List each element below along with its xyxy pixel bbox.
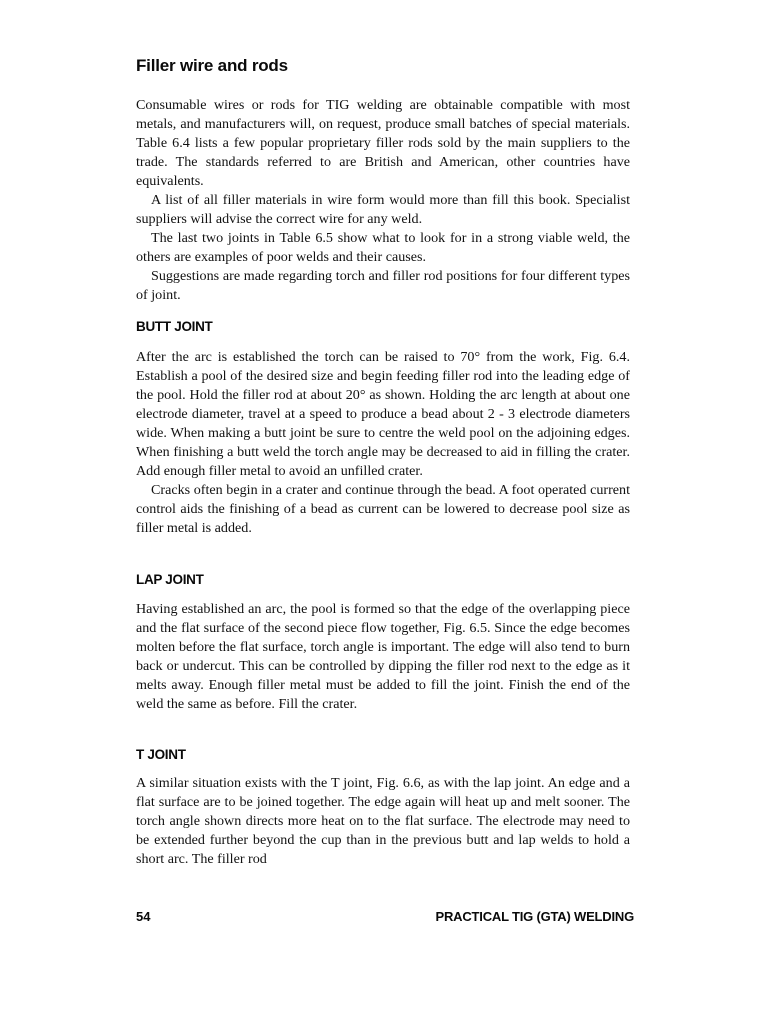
paragraph: A similar situation exists with the T joint, Fig. 6.6, as with the lap joint. An edge and a flat surface are to be joined together. The edge again will heat up and melt sooner. The torch angle shown directs more heat on to the flat surface. The electrode may need to be extended further beyond the cup than in the previous butt and lap welds to hold a short arc. The filler rod — [136, 775, 630, 867]
paragraph: A list of all filler materials in wire form would more than fill this book. Specialist suppliers will advise the correct wire for any weld. — [136, 192, 630, 227]
page-number: 54 — [136, 909, 151, 924]
t-joint-heading: T JOINT — [136, 747, 186, 762]
paragraph: Consumable wires or rods for TIG welding are obtainable compatible with most metals, and manufacturers will, on request, produce small batches of special materials. Table 6.4 lists a few popular proprietary filler rods sold by the main suppliers to the trade. The standards referred to are British and American, other countries have equivalents. — [136, 97, 630, 189]
paragraph: Suggestions are made regarding torch and filler rod positions for four different types of joint. — [136, 268, 630, 303]
paragraph: Cracks often begin in a crater and continue through the bead. A foot operated current control aids the finishing of a bead as current can be lowered to decrease pool size as filler metal is added. — [136, 482, 630, 536]
lap-joint-text — [136, 600, 630, 714]
paragraph: Having established an arc, the pool is formed so that the edge of the overlapping piece and the flat surface of the second piece flow together, Fig. 6.5. Since the edge becomes molten before the flat surface, torch angle is important. The edge will also tend to burn back or undercut. This can be controlled by dipping the filler rod next to the edge as it melts away. Enough filler metal must be added to fill the joint. Finish the end of the weld the same as before. Fill the crater. — [136, 601, 630, 712]
t-joint-text — [136, 774, 630, 869]
intro-text — [136, 96, 630, 305]
running-footer-title: PRACTICAL TIG (GTA) WELDING — [435, 909, 634, 924]
paragraph: After the arc is established the torch can be raised to 70° from the work, Fig. 6.4. Establish a pool of the desired size and begin feeding filler rod into the leading edge of the pool. Hold the filler rod at about 20° as shown. Holding the arc length at about one electrode diameter, travel at a speed to produce a bead about 2 - 3 electrode diameters wide. When making a butt joint be sure to centre the weld pool on the adjoining edges. When finishing a butt weld the torch angle may be decreased to aid in filling the crater. Add enough filler metal to avoid an unfilled crater. — [136, 349, 630, 479]
butt-joint-heading: BUTT JOINT — [136, 319, 213, 334]
section-title: Filler wire and rods — [136, 56, 288, 75]
lap-joint-heading: LAP JOINT — [136, 572, 204, 587]
paragraph: The last two joints in Table 6.5 show what to look for in a strong viable weld, the others are examples of poor welds and their causes. — [136, 230, 630, 265]
butt-joint-text — [136, 348, 630, 538]
